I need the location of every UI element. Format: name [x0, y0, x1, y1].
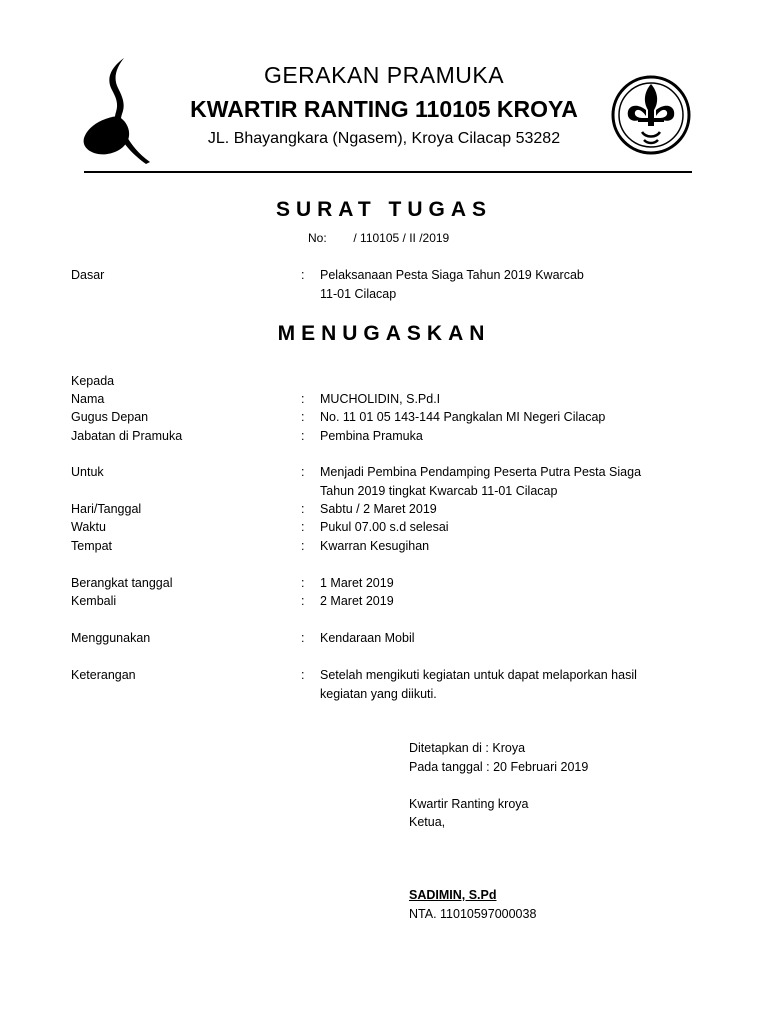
field-label: Menggunakan: [71, 631, 151, 645]
field-colon: :: [301, 410, 305, 424]
field-value: Sabtu / 2 Maret 2019: [320, 502, 437, 516]
dasar-value-line1: Pelaksanaan Pesta Siaga Tahun 2019 Kwarcab: [320, 268, 584, 282]
field-value: Pembina Pramuka: [320, 429, 423, 443]
field-colon: :: [301, 392, 305, 406]
org-line1: GERAKAN PRAMUKA: [263, 62, 505, 88]
field-label: Gugus Depan: [71, 410, 149, 424]
field-label: Nama: [71, 392, 105, 406]
header-divider: [84, 171, 692, 173]
document-title: SURAT TUGAS: [275, 198, 493, 221]
field-value: Menjadi Pembina Pendamping Peserta Putra Pesta Siaga: [320, 465, 642, 479]
kepada-label: Kepada: [71, 374, 115, 388]
field-value: 1 Maret 2019: [320, 576, 394, 590]
pada-tanggal: Pada tanggal : 20 Februari 2019: [409, 760, 589, 774]
field-colon: :: [301, 576, 305, 590]
signatory-role: Ketua,: [409, 815, 446, 829]
document-number: [308, 231, 449, 245]
field-colon: :: [301, 594, 305, 608]
number-value: / 110105 / II /2019: [353, 231, 450, 245]
field-colon: :: [301, 429, 305, 443]
field-value-line2: kegiatan yang diikuti.: [320, 687, 437, 701]
field-label: Berangkat tanggal: [71, 576, 173, 590]
field-value: Kwarran Kesugihan: [320, 539, 430, 553]
dasar-colon: :: [301, 268, 305, 282]
field-label: Waktu: [71, 520, 106, 534]
signatory-name: SADIMIN, S.Pd: [409, 888, 497, 902]
dasar-value-line2: 11-01 Cilacap: [320, 287, 397, 301]
field-label: Hari/Tanggal: [71, 502, 142, 516]
field-label: Untuk: [71, 465, 104, 479]
signatory-nta: NTA. 11010597000038: [409, 907, 537, 921]
field-value: MUCHOLIDIN, S.Pd.I: [320, 392, 441, 406]
field-label: Keterangan: [71, 668, 136, 682]
field-value: Kendaraan Mobil: [320, 631, 415, 645]
field-colon: :: [301, 631, 305, 645]
field-label: Jabatan di Pramuka: [71, 429, 183, 443]
number-label: No:: [308, 231, 327, 245]
field-value: Setelah mengikuti kegiatan untuk dapat melaporkan hasil: [320, 668, 637, 682]
scout-emblem-logo: [610, 74, 692, 156]
field-value: Pukul 07.00 s.d selesai: [320, 520, 449, 534]
field-colon: :: [301, 502, 305, 516]
org-address: JL. Bhayangkara (Ngasem), Kroya Cilacap 53282: [207, 130, 561, 147]
section-heading: MENUGASKAN: [277, 322, 491, 345]
org-line2: KWARTIR RANTING 110105 KROYA: [190, 96, 578, 122]
signatory-org: Kwartir Ranting kroya: [409, 797, 529, 811]
field-value-line2: Tahun 2019 tingkat Kwarcab 11-01 Cilacap: [320, 484, 558, 498]
field-value: No. 11 01 05 143-144 Pangkalan MI Negeri Cilacap: [320, 410, 606, 424]
field-value: 2 Maret 2019: [320, 594, 394, 608]
field-colon: :: [301, 465, 305, 479]
dasar-label: Dasar: [71, 268, 105, 282]
field-colon: :: [301, 668, 305, 682]
ditetapkan-di: Ditetapkan di : Kroya: [409, 741, 526, 755]
field-colon: :: [301, 539, 305, 553]
field-label: Tempat: [71, 539, 112, 553]
field-colon: :: [301, 520, 305, 534]
field-label: Kembali: [71, 594, 117, 608]
